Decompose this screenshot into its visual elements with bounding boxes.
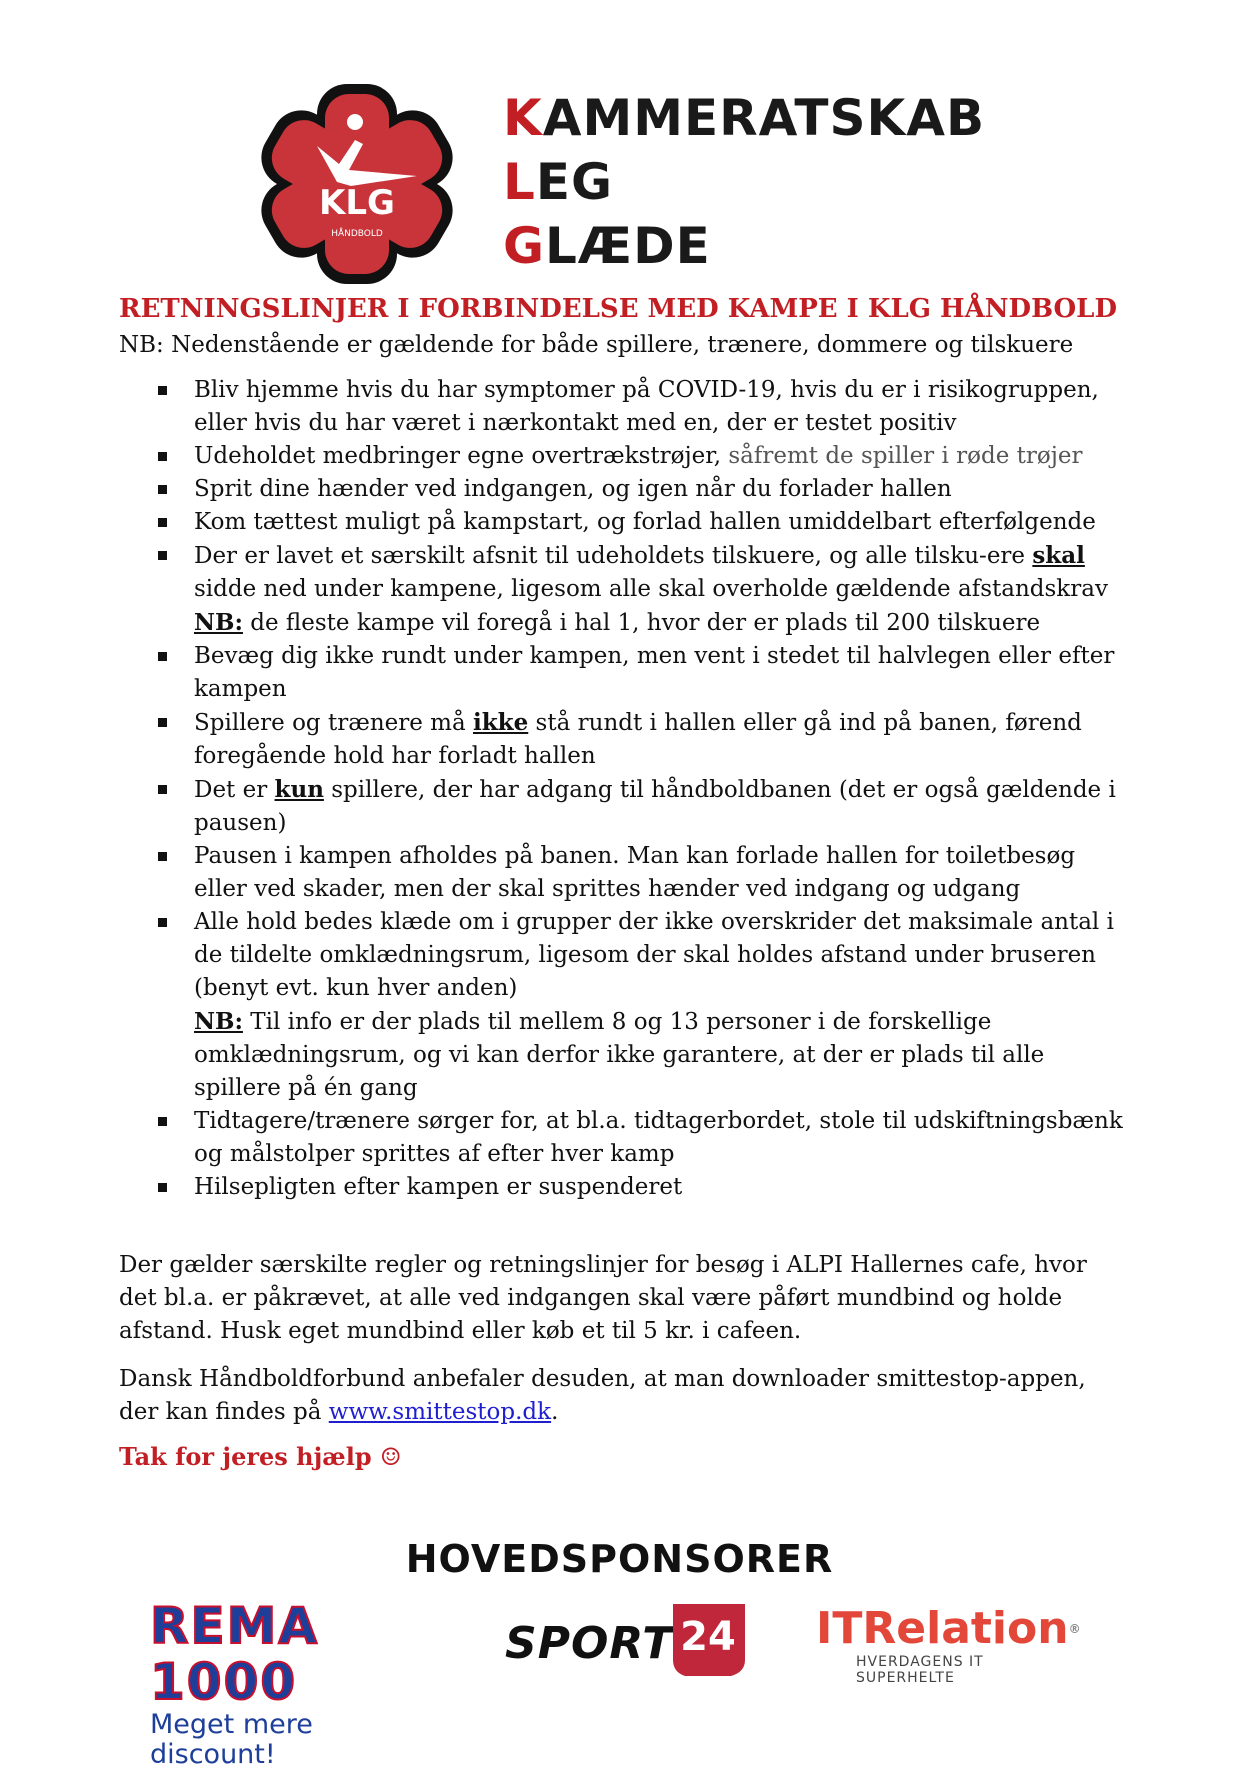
rule-item: Kom tættest muligt på kampstart, og forlad hallen umiddelbart efterfølgende xyxy=(150,506,1130,539)
rules-list xyxy=(150,374,1130,1204)
sponsors-heading: HOVEDSPONSORER xyxy=(405,1537,834,1581)
rule-item xyxy=(150,440,1130,473)
rule-item xyxy=(150,773,1130,840)
rule-note xyxy=(150,1005,1130,1105)
rule-text: Til info er der plads til mellem 8 og 13 personer i de forskellige omklædningsrum, og vi kan derfor ikke garantere, at der er plads til alle spillere på én gang xyxy=(194,1009,1045,1101)
smittestop-link[interactable]: www.smittestop.dk xyxy=(328,1399,552,1425)
wordmark-rest: AMMERATSKAB xyxy=(542,89,986,147)
logo-emblem-text: KLG xyxy=(319,183,395,223)
sport24-number: 24 xyxy=(680,1614,736,1660)
club-wordmark xyxy=(503,86,985,278)
wordmark-initial: G xyxy=(503,217,546,275)
rule-item: Tidtagere/trænere sørger for, at bl.a. tidtagerbordet, stole til udskiftningsbænk og målstolper sprittes af efter hver kamp xyxy=(150,1105,1130,1171)
intro-note: NB: Nedenstående er gældende for både spillere, trænere, dommere og tilskuere xyxy=(119,332,1074,358)
rule-text-gray: såfremt de spiller i røde trøjer xyxy=(721,443,1083,469)
cafe-paragraph: Der gælder særskilte regler og retningslinjer for besøg i ALPI Hallernes cafe, hvor det bl.a. er påkrævet, at alle ved indgangen skal være påført mundbind og holde afstand. Husk eget mundbind eller køb et til 5 kr. i cafeen. xyxy=(119,1252,1087,1344)
rule-item xyxy=(150,706,1130,773)
rule-text: sidde ned under kampene, ligesom alle skal overholde gældende afstandskrav xyxy=(194,576,1108,602)
rule-item: Bliv hjemme hvis du har symptomer på COVID-19, hvis du er i risikogruppen, eller hvis du har været i nærkontakt med en, der er testet positiv xyxy=(150,374,1130,440)
rule-item: Bevæg dig ikke rundt under kampen, men vent i stedet til halvlegen eller efter kampen xyxy=(150,640,1130,706)
rule-text: Der er lavet et særskilt afsnit til udeholdets tilskuere, og alle tilsku-ere xyxy=(194,543,1033,569)
rema1000-logo xyxy=(150,1597,440,1770)
sport24-wordmark: SPORT xyxy=(505,1618,674,1669)
emphasis-underlined: skal xyxy=(1032,542,1085,569)
rule-text: Det er xyxy=(194,777,275,803)
app-paragraph-end: . xyxy=(551,1399,559,1425)
rule-note xyxy=(150,606,1130,640)
itrelation-tagline: HVERDAGENS IT SUPERHELTE xyxy=(856,1654,984,1686)
rule-text: de fleste kampe vil foregå i hal 1, hvor der er plads til 200 tilskuere xyxy=(242,610,1041,636)
app-paragraph-text: Dansk Håndboldforbund anbefaler desuden, at man downloader smittestop-appen, der kan findes på xyxy=(119,1366,1086,1425)
nb-label: NB: xyxy=(194,609,243,636)
rema1000-tagline: Meget mere discount! xyxy=(150,1709,313,1770)
app-paragraph xyxy=(119,1363,1129,1429)
registered-mark: ® xyxy=(1068,1622,1081,1636)
thanks-note: Tak for jeres hjælp ☺ xyxy=(119,1442,402,1471)
rule-text: Udeholdet medbringer egne overtrækstrøjer, xyxy=(194,443,722,469)
document-title: RETNINGSLINJER I FORBINDELSE MED KAMPE I KLG HÅNDBOLD xyxy=(119,294,1118,324)
logo-emblem-subtext: HÅNDBOLD xyxy=(331,229,383,239)
rule-text: Spillere og trænere må xyxy=(194,710,473,736)
itrelation-wordmark xyxy=(816,1604,1086,1654)
wordmark-rest: EG xyxy=(535,153,614,211)
emphasis-underlined: kun xyxy=(274,776,324,803)
nb-label: NB: xyxy=(194,1008,243,1035)
rule-item: Alle hold bedes klæde om i grupper der ikke overskrider det maksimale antal i de tildelte omklædningsrum, ligesom der skal holdes afstand under bruseren (benyt evt. kun hver anden) xyxy=(150,906,1130,1005)
rule-text: stå rundt i hallen eller gå ind på banen, førend foregående hold har forladt hallen xyxy=(194,710,1082,769)
wordmark-rest: LÆDE xyxy=(545,217,711,275)
rule-item: Sprit dine hænder ved indgangen, og igen når du forlader hallen xyxy=(150,473,1130,506)
wordmark-initial: L xyxy=(503,153,536,211)
wordmark-initial: K xyxy=(503,89,543,147)
rule-item: Hilsepligten efter kampen er suspenderet xyxy=(150,1171,1130,1204)
itrelation-logo xyxy=(816,1604,1086,1684)
wordmark-line-2 xyxy=(503,150,985,214)
rema1000-wordmark: REMA 1000 xyxy=(150,1597,320,1711)
rule-item xyxy=(150,539,1130,606)
itrelation-name: ITRelation xyxy=(816,1603,1069,1654)
emphasis-underlined: ikke xyxy=(473,709,529,736)
rule-item: Pausen i kampen afholdes på banen. Man kan forlade hallen for toiletbesøg eller ved skader, men der skal sprittes hænder ved indgang og udgang xyxy=(150,840,1130,906)
klg-logo xyxy=(248,78,466,290)
wordmark-line-1 xyxy=(503,86,985,150)
sport24-logo xyxy=(505,1600,745,1690)
wordmark-line-3 xyxy=(503,214,985,278)
rule-text: spillere, der har adgang til håndboldbanen (det er også gældende i pausen) xyxy=(194,777,1116,836)
